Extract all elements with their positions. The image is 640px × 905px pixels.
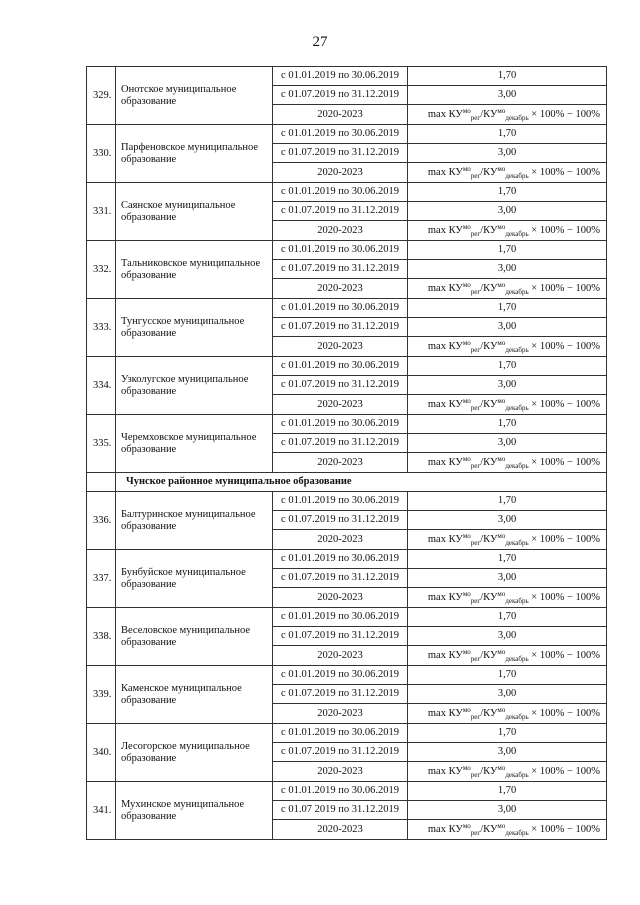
formula-sub-reg: рег: [470, 346, 481, 354]
formula-suffix: × 100% − 100%: [528, 399, 600, 410]
value-first-half: 1,70: [408, 357, 607, 376]
municipality-name: Каменское муниципальное образование: [116, 666, 273, 724]
row-number: 333.: [87, 299, 116, 357]
formula-suffix: × 100% − 100%: [528, 708, 600, 719]
value-second-half: 3,00: [408, 86, 607, 105]
formula-sup-mo: мо: [497, 532, 506, 540]
formula-divider: /КУ: [480, 592, 498, 603]
formula-sub-december: декабрь: [505, 230, 529, 238]
value-first-half: 1,70: [408, 782, 607, 801]
formula-sub-reg: рег: [470, 771, 481, 779]
value-first-half: 1,70: [408, 492, 607, 511]
formula-sub-december: декабрь: [505, 597, 529, 605]
formula-prefix: max КУ: [427, 109, 463, 120]
row-number: 338.: [87, 608, 116, 666]
formula-sup-mo: мо: [462, 706, 471, 714]
period-first-half: с 01.01.2019 по 30.06.2019: [273, 666, 408, 685]
formula-suffix: × 100% − 100%: [528, 650, 600, 661]
formula-sup-mo: мо: [497, 455, 506, 463]
municipality-name: Парфеновское муниципальное образование: [116, 125, 273, 183]
formula-divider: /КУ: [480, 399, 498, 410]
period-second-half: с 01.07.2019 по 31.12.2019: [273, 202, 408, 221]
value-first-half: 1,70: [408, 299, 607, 318]
value-second-half: 3,00: [408, 260, 607, 279]
period-second-half: с 01.07.2019 по 31.12.2019: [273, 86, 408, 105]
index-formula: [408, 530, 607, 550]
period-first-half: с 01.01.2019 по 30.06.2019: [273, 241, 408, 260]
formula-prefix: max КУ: [427, 225, 463, 236]
period-first-half: с 01.01.2019 по 30.06.2019: [273, 608, 408, 627]
municipality-name: Тунгусское муниципальное образование: [116, 299, 273, 357]
formula-divider: /КУ: [480, 708, 498, 719]
formula-sup-mo: мо: [497, 107, 506, 115]
formula-suffix: × 100% − 100%: [528, 167, 600, 178]
value-second-half: 3,00: [408, 318, 607, 337]
period-range: 2020-2023: [273, 530, 408, 550]
period-second-half: с 01.07.2019 по 31.12.2019: [273, 318, 408, 337]
formula-divider: /КУ: [480, 650, 498, 661]
period-first-half: с 01.01.2019 по 30.06.2019: [273, 357, 408, 376]
formula-divider: /КУ: [480, 283, 498, 294]
table-row: [87, 550, 607, 569]
period-range: 2020-2023: [273, 588, 408, 608]
formula-prefix: max КУ: [427, 167, 463, 178]
formula-sub-december: декабрь: [505, 172, 529, 180]
formula-sup-mo: мо: [497, 339, 506, 347]
period-first-half: с 01.01.2019 по 30.06.2019: [273, 67, 408, 86]
period-second-half: с 01.07.2019 по 31.12.2019: [273, 627, 408, 646]
table-row: [87, 415, 607, 434]
row-number: 337.: [87, 550, 116, 608]
period-second-half: с 01.07.2019 по 31.12.2019: [273, 376, 408, 395]
table-row: [87, 666, 607, 685]
formula-sub-reg: рег: [470, 288, 481, 296]
formula-sub-reg: рег: [470, 462, 481, 470]
table-row: [87, 782, 607, 801]
row-number: 339.: [87, 666, 116, 724]
formula-sup-mo: мо: [462, 532, 471, 540]
period-second-half: с 01.07.2019 по 31.12.2019: [273, 743, 408, 762]
formula-sup-mo: мо: [497, 397, 506, 405]
formula-sup-mo: мо: [497, 165, 506, 173]
formula-suffix: × 100% − 100%: [528, 341, 600, 352]
formula-sub-reg: рег: [470, 539, 481, 547]
index-formula: [408, 395, 607, 415]
value-first-half: 1,70: [408, 125, 607, 144]
formula-prefix: max КУ: [427, 824, 463, 835]
formula-sub-reg: рег: [470, 713, 481, 721]
municipality-name: Узколугское муниципальное образование: [116, 357, 273, 415]
municipality-name: Мухинское муниципальное образование: [116, 782, 273, 840]
formula-sup-mo: мо: [497, 223, 506, 231]
formula-divider: /КУ: [480, 534, 498, 545]
formula-sub-reg: рег: [470, 597, 481, 605]
index-formula: [408, 646, 607, 666]
table-row: [87, 183, 607, 202]
period-first-half: с 01.01.2019 по 30.06.2019: [273, 782, 408, 801]
value-second-half: 3,00: [408, 511, 607, 530]
period-range: 2020-2023: [273, 279, 408, 299]
formula-divider: /КУ: [480, 341, 498, 352]
table-row: [87, 299, 607, 318]
tariff-table: [86, 66, 607, 840]
table-row: [87, 724, 607, 743]
index-formula: [408, 588, 607, 608]
row-number: 334.: [87, 357, 116, 415]
formula-prefix: max КУ: [427, 592, 463, 603]
formula-prefix: max КУ: [427, 341, 463, 352]
value-second-half: 3,00: [408, 801, 607, 820]
value-first-half: 1,70: [408, 67, 607, 86]
row-number: 335.: [87, 415, 116, 473]
municipality-name: Тальниковское муниципальное образование: [116, 241, 273, 299]
formula-sub-reg: рег: [470, 172, 481, 180]
period-second-half: с 01.07.2019 по 31.12.2019: [273, 685, 408, 704]
formula-sub-reg: рег: [470, 655, 481, 663]
formula-sub-december: декабрь: [505, 114, 529, 122]
period-second-half: с 01.07.2019 по 31.12.2019: [273, 260, 408, 279]
period-first-half: с 01.01.2019 по 30.06.2019: [273, 550, 408, 569]
formula-sup-mo: мо: [462, 107, 471, 115]
formula-prefix: max КУ: [427, 708, 463, 719]
formula-prefix: max КУ: [427, 457, 463, 468]
value-first-half: 1,70: [408, 183, 607, 202]
formula-sub-december: декабрь: [505, 713, 529, 721]
municipality-name: Балтуринское муниципальное образование: [116, 492, 273, 550]
value-second-half: 3,00: [408, 144, 607, 163]
formula-sup-mo: мо: [462, 165, 471, 173]
index-formula: [408, 163, 607, 183]
formula-suffix: × 100% − 100%: [528, 592, 600, 603]
formula-divider: /КУ: [480, 824, 498, 835]
formula-sup-mo: мо: [497, 281, 506, 289]
formula-sub-reg: рег: [470, 404, 481, 412]
formula-sub-reg: рег: [470, 829, 481, 837]
index-formula: [408, 453, 607, 473]
formula-sup-mo: мо: [462, 590, 471, 598]
formula-sup-mo: мо: [497, 822, 506, 830]
period-second-half: с 01.07.2019 по 31.12.2019: [273, 144, 408, 163]
row-number: 330.: [87, 125, 116, 183]
value-first-half: 1,70: [408, 241, 607, 260]
period-second-half: с 01.07 2019 по 31.12.2019: [273, 801, 408, 820]
formula-sub-december: декабрь: [505, 655, 529, 663]
value-second-half: 3,00: [408, 376, 607, 395]
table-row: [87, 357, 607, 376]
formula-sup-mo: мо: [462, 455, 471, 463]
formula-sup-mo: мо: [462, 822, 471, 830]
district-name: Чунское районное муниципальное образование: [116, 473, 607, 492]
formula-sub-december: декабрь: [505, 346, 529, 354]
formula-suffix: × 100% − 100%: [528, 225, 600, 236]
period-range: 2020-2023: [273, 395, 408, 415]
period-first-half: с 01.01.2019 по 30.06.2019: [273, 415, 408, 434]
index-formula: [408, 279, 607, 299]
period-first-half: с 01.01.2019 по 30.06.2019: [273, 724, 408, 743]
formula-prefix: max КУ: [427, 766, 463, 777]
formula-suffix: × 100% − 100%: [528, 283, 600, 294]
formula-divider: /КУ: [480, 109, 498, 120]
period-range: 2020-2023: [273, 704, 408, 724]
value-first-half: 1,70: [408, 724, 607, 743]
formula-sub-december: декабрь: [505, 829, 529, 837]
formula-sub-december: декабрь: [505, 462, 529, 470]
formula-sup-mo: мо: [497, 590, 506, 598]
formula-sup-mo: мо: [462, 281, 471, 289]
formula-sup-mo: мо: [462, 648, 471, 656]
row-number: 336.: [87, 492, 116, 550]
period-range: 2020-2023: [273, 105, 408, 125]
district-row: [87, 473, 607, 492]
value-first-half: 1,70: [408, 415, 607, 434]
formula-sup-mo: мо: [497, 648, 506, 656]
page-number: 27: [312, 34, 328, 50]
period-range: 2020-2023: [273, 453, 408, 473]
formula-sup-mo: мо: [462, 223, 471, 231]
period-first-half: с 01.01.2019 по 30.06.2019: [273, 183, 408, 202]
formula-sup-mo: мо: [462, 397, 471, 405]
formula-sub-december: декабрь: [505, 539, 529, 547]
table-row: [87, 67, 607, 86]
municipality-name: Лесогорское муниципальное образование: [116, 724, 273, 782]
formula-suffix: × 100% − 100%: [528, 457, 600, 468]
period-first-half: с 01.01.2019 по 30.06.2019: [273, 125, 408, 144]
period-first-half: с 01.01.2019 по 30.06.2019: [273, 492, 408, 511]
table-row: [87, 125, 607, 144]
row-number: 329.: [87, 67, 116, 125]
municipality-name: Саянское муниципальное образование: [116, 183, 273, 241]
period-first-half: с 01.01.2019 по 30.06.2019: [273, 299, 408, 318]
table-row: [87, 608, 607, 627]
formula-sub-december: декабрь: [505, 288, 529, 296]
value-first-half: 1,70: [408, 608, 607, 627]
formula-suffix: × 100% − 100%: [528, 534, 600, 545]
period-range: 2020-2023: [273, 762, 408, 782]
period-range: 2020-2023: [273, 646, 408, 666]
index-formula: [408, 221, 607, 241]
row-number: 341.: [87, 782, 116, 840]
municipality-name: Онотское муниципальное образование: [116, 67, 273, 125]
formula-suffix: × 100% − 100%: [528, 766, 600, 777]
value-second-half: 3,00: [408, 202, 607, 221]
row-number: 340.: [87, 724, 116, 782]
period-second-half: с 01.07.2019 по 31.12.2019: [273, 434, 408, 453]
period-range: 2020-2023: [273, 337, 408, 357]
value-second-half: 3,00: [408, 434, 607, 453]
formula-divider: /КУ: [480, 225, 498, 236]
district-num-cell: [87, 473, 116, 492]
formula-prefix: max КУ: [427, 534, 463, 545]
value-second-half: 3,00: [408, 569, 607, 588]
formula-sup-mo: мо: [462, 764, 471, 772]
formula-sub-reg: рег: [470, 230, 481, 238]
index-formula: [408, 337, 607, 357]
formula-divider: /КУ: [480, 167, 498, 178]
period-second-half: с 01.07.2019 по 31.12.2019: [273, 511, 408, 530]
municipality-name: Бунбуйское муниципальное образование: [116, 550, 273, 608]
index-formula: [408, 105, 607, 125]
table-row: [87, 492, 607, 511]
row-number: 332.: [87, 241, 116, 299]
formula-sub-reg: рег: [470, 114, 481, 122]
formula-sub-december: декабрь: [505, 404, 529, 412]
formula-suffix: × 100% − 100%: [528, 109, 600, 120]
value-first-half: 1,70: [408, 666, 607, 685]
value-second-half: 3,00: [408, 685, 607, 704]
period-second-half: с 01.07.2019 по 31.12.2019: [273, 569, 408, 588]
period-range: 2020-2023: [273, 820, 408, 840]
formula-sup-mo: мо: [497, 764, 506, 772]
index-formula: [408, 820, 607, 840]
row-number: 331.: [87, 183, 116, 241]
table-row: [87, 241, 607, 260]
value-first-half: 1,70: [408, 550, 607, 569]
formula-sup-mo: мо: [462, 339, 471, 347]
period-range: 2020-2023: [273, 163, 408, 183]
formula-prefix: max КУ: [427, 399, 463, 410]
index-formula: [408, 704, 607, 724]
formula-divider: /КУ: [480, 457, 498, 468]
municipality-name: Веселовское муниципальное образование: [116, 608, 273, 666]
value-second-half: 3,00: [408, 627, 607, 646]
value-second-half: 3,00: [408, 743, 607, 762]
formula-prefix: max КУ: [427, 650, 463, 661]
formula-sub-december: декабрь: [505, 771, 529, 779]
index-formula: [408, 762, 607, 782]
municipality-name: Черемховское муниципальное образование: [116, 415, 273, 473]
formula-prefix: max КУ: [427, 283, 463, 294]
period-range: 2020-2023: [273, 221, 408, 241]
formula-sup-mo: мо: [497, 706, 506, 714]
formula-divider: /КУ: [480, 766, 498, 777]
formula-suffix: × 100% − 100%: [528, 824, 600, 835]
